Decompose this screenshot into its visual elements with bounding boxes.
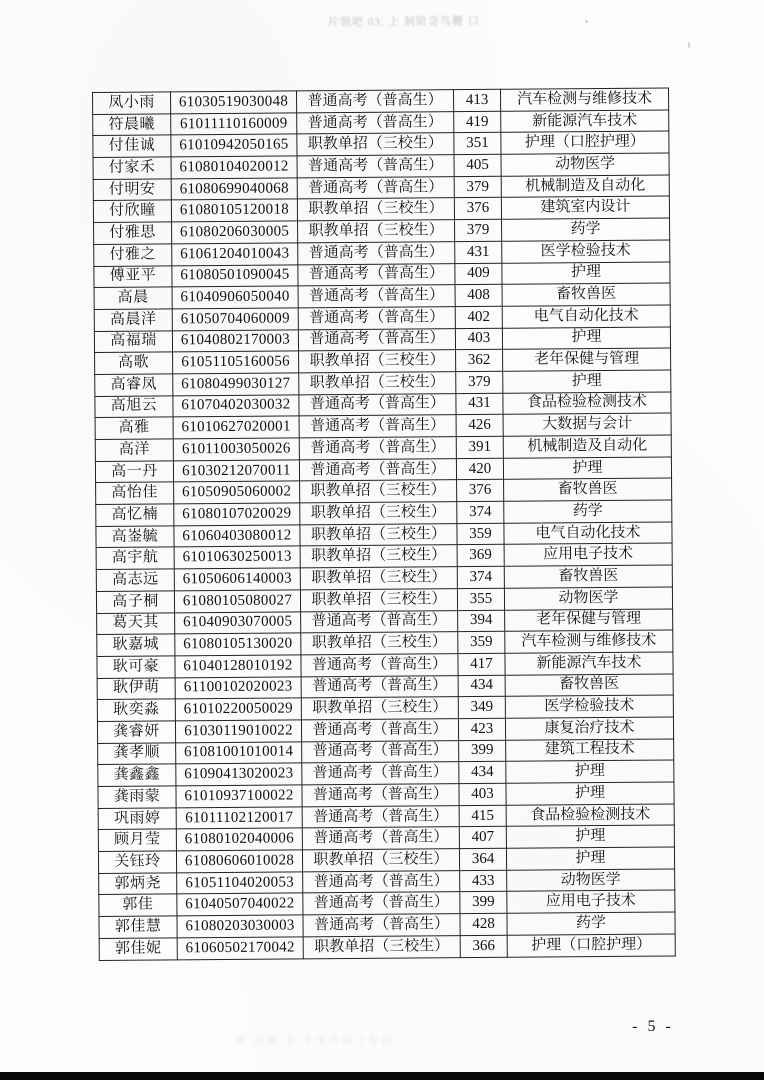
admitted-major: 护理 — [502, 327, 670, 350]
student-name: 耿奕淼 — [97, 699, 175, 721]
score: 405 — [454, 154, 501, 176]
candidate-number: 61061204010043 — [172, 243, 298, 266]
candidate-number: 61011003050026 — [173, 438, 299, 461]
score: 408 — [455, 284, 502, 306]
exam-type: 职教单招（三校生） — [299, 372, 456, 395]
admitted-major: 护理 — [503, 370, 671, 393]
student-name: 高宇航 — [96, 547, 174, 569]
student-name: 付欣瞳 — [93, 200, 171, 222]
student-name: 龚睿妍 — [97, 721, 175, 743]
student-name: 龚鑫鑫 — [98, 764, 176, 786]
admission-results-table — [92, 87, 676, 960]
score: 403 — [459, 783, 506, 805]
score: 434 — [459, 762, 506, 784]
exam-type: 职教单招（三校生） — [300, 523, 457, 546]
student-name: 付家禾 — [93, 157, 171, 179]
candidate-number: 61040802170003 — [172, 329, 298, 352]
candidate-number: 61010630250013 — [174, 546, 300, 569]
candidate-number: 61080203030003 — [177, 915, 303, 938]
admitted-major: 护理（口腔护理） — [507, 934, 675, 957]
exam-type: 普通高考（普高生） — [297, 176, 454, 199]
score: 394 — [458, 610, 505, 632]
exam-type: 普通高考（普高生） — [298, 241, 455, 264]
admitted-major: 护理 — [506, 760, 674, 783]
candidate-number: 61030119010022 — [175, 720, 301, 743]
admitted-major: 老年保健与管理 — [505, 608, 673, 631]
admitted-major: 动物医学 — [504, 587, 672, 610]
score: 399 — [460, 892, 507, 914]
student-name: 高雅 — [95, 417, 173, 439]
student-name: 高晨洋 — [94, 309, 172, 331]
student-name: 顾月莹 — [98, 829, 176, 851]
admitted-major: 汽车检测与维修技术 — [505, 630, 673, 653]
admitted-major: 老年保健与管理 — [503, 348, 671, 371]
exam-type: 普通高考（普高生） — [302, 740, 459, 763]
admitted-major: 护理 — [506, 782, 674, 805]
candidate-number: 61080102040006 — [176, 828, 302, 851]
admitted-major: 汽车检测与维修技术 — [500, 88, 668, 111]
admitted-major: 畜牧兽医 — [502, 283, 670, 306]
student-name: 高子桐 — [96, 591, 174, 613]
candidate-number: 61040128010192 — [175, 655, 301, 678]
exam-type: 职教单招（三校生） — [299, 350, 456, 373]
scan-edge-bar — [0, 1072, 764, 1080]
exam-type: 普通高考（普高生） — [301, 675, 458, 698]
exam-type: 普通高考（普高生） — [301, 719, 458, 742]
score: 351 — [454, 133, 501, 155]
exam-type: 普通高考（普高生） — [298, 263, 455, 286]
score: 379 — [454, 176, 501, 198]
exam-type: 普通高考（普高生） — [299, 393, 456, 416]
score: 374 — [457, 501, 504, 523]
score: 403 — [455, 328, 502, 350]
student-name: 高崟毓 — [96, 526, 174, 548]
candidate-number: 61080105080027 — [174, 590, 300, 613]
score: 376 — [454, 198, 501, 220]
student-name: 凤小雨 — [93, 92, 171, 114]
candidate-number: 61080499030127 — [173, 373, 299, 396]
candidate-number: 61040903070005 — [175, 611, 301, 634]
student-name: 高怡佳 — [96, 482, 174, 504]
score: 364 — [459, 848, 506, 870]
admitted-major: 机械制造及自动化 — [501, 175, 669, 198]
admitted-major: 畜牧兽医 — [504, 478, 672, 501]
score: 369 — [457, 545, 504, 567]
exam-type: 职教单招（三校生） — [303, 935, 460, 958]
admitted-major: 护理 — [506, 847, 674, 870]
student-name: 耿嘉城 — [97, 634, 175, 656]
score: 433 — [460, 870, 507, 892]
exam-type: 职教单招（三校生） — [301, 697, 458, 720]
exam-type: 普通高考（普高生） — [298, 285, 455, 308]
exam-type: 普通高考（普高生） — [302, 762, 459, 785]
admitted-major: 建筑工程技术 — [506, 739, 674, 762]
exam-type: 普通高考（普高生） — [302, 805, 459, 828]
student-name: 高福瑞 — [94, 330, 172, 352]
student-name: 郭佳 — [99, 894, 177, 916]
exam-type: 普通高考（普高生） — [299, 437, 456, 460]
candidate-number: 61081001010014 — [176, 741, 302, 764]
score: 379 — [455, 219, 502, 241]
candidate-number: 61010220050029 — [175, 698, 301, 721]
student-name: 高洋 — [95, 439, 173, 461]
score: 419 — [454, 111, 501, 133]
admitted-major: 动物医学 — [507, 869, 675, 892]
candidate-number: 61080104020012 — [171, 156, 297, 179]
candidate-number: 61040906050040 — [172, 286, 298, 309]
admitted-major: 新能源汽车技术 — [501, 110, 669, 133]
student-name: 符晨曦 — [93, 114, 171, 136]
candidate-number: 61050606140003 — [174, 568, 300, 591]
student-name: 高睿凤 — [95, 374, 173, 396]
score: 349 — [458, 697, 505, 719]
exam-type: 普通高考（普高生） — [297, 155, 454, 178]
candidate-number: 61030519030048 — [171, 91, 297, 114]
exam-type: 职教单招（三校生） — [300, 502, 457, 525]
admitted-major: 康复治疗技术 — [505, 717, 673, 740]
candidate-number: 61040507040022 — [177, 893, 303, 916]
student-name: 关钰玲 — [98, 851, 176, 873]
student-name: 付佳诚 — [93, 135, 171, 157]
score: 413 — [453, 89, 500, 111]
candidate-number: 61051105160056 — [173, 351, 299, 374]
exam-type: 普通高考（普高生） — [303, 870, 460, 893]
exam-type: 职教单招（三校生） — [302, 849, 459, 872]
student-name: 高歌 — [95, 352, 173, 374]
exam-type: 普通高考（普高生） — [299, 415, 456, 438]
admitted-major: 护理（口腔护理） — [501, 131, 669, 154]
score: 399 — [459, 740, 506, 762]
score: 402 — [455, 306, 502, 328]
candidate-number: 61100102020023 — [175, 676, 301, 699]
admitted-major: 应用电子技术 — [507, 890, 675, 913]
student-name: 高一丹 — [95, 461, 173, 483]
admitted-major: 畜牧兽医 — [504, 565, 672, 588]
score: 362 — [456, 350, 503, 372]
score: 374 — [457, 566, 504, 588]
score: 359 — [458, 631, 505, 653]
admitted-major: 医学检验技术 — [505, 695, 673, 718]
admitted-major: 畜牧兽医 — [505, 674, 673, 697]
exam-type: 普通高考（普高生） — [303, 914, 460, 937]
score: 428 — [460, 913, 507, 935]
student-name: 高晨 — [94, 287, 172, 309]
admitted-major: 医学检验技术 — [502, 240, 670, 263]
candidate-number: 61080606010028 — [176, 850, 302, 873]
score: 359 — [457, 523, 504, 545]
student-name: 龚雨蒙 — [98, 786, 176, 808]
student-name: 耿可豪 — [97, 656, 175, 678]
score: 366 — [460, 935, 507, 957]
candidate-number: 61080699040068 — [171, 178, 297, 201]
score: 409 — [455, 263, 502, 285]
admitted-major: 机械制造及自动化 — [503, 435, 671, 458]
exam-type: 职教单招（三校生） — [297, 198, 454, 221]
score: 379 — [456, 371, 503, 393]
admitted-major: 护理 — [503, 457, 671, 480]
student-name: 高旭云 — [95, 395, 173, 417]
admitted-major: 药学 — [504, 500, 672, 523]
admitted-major: 食品检验检测技术 — [503, 392, 671, 415]
student-name: 付明安 — [93, 179, 171, 201]
exam-type: 职教单招（三校生） — [300, 480, 457, 503]
candidate-number: 61010937100022 — [176, 785, 302, 808]
score: 420 — [456, 458, 503, 480]
student-name: 葛天其 — [97, 612, 175, 634]
admitted-major: 电气自动化技术 — [502, 305, 670, 328]
admitted-major: 动物医学 — [501, 153, 669, 176]
exam-type: 职教单招（三校生） — [300, 545, 457, 568]
candidate-number: 61060502170042 — [177, 937, 303, 960]
student-name: 高忆楠 — [96, 504, 174, 526]
exam-type: 普通高考（普高生） — [298, 307, 455, 330]
student-name: 郭佳妮 — [99, 938, 177, 960]
candidate-number: 61011102120017 — [176, 807, 302, 830]
candidate-number: 61060403080012 — [174, 525, 300, 548]
exam-type: 职教单招（三校生） — [300, 588, 457, 611]
student-name: 巩雨婷 — [98, 808, 176, 830]
admission-results-table-zone — [92, 87, 677, 960]
score: 431 — [455, 241, 502, 263]
exam-type: 普通高考（普高生） — [297, 111, 454, 134]
score: 415 — [459, 805, 506, 827]
admitted-major: 建筑室内设计 — [501, 196, 669, 219]
admitted-major: 大数据与会计 — [503, 413, 671, 436]
student-name: 高志远 — [96, 569, 174, 591]
scan-speck — [585, 20, 588, 23]
candidate-number: 61080501090045 — [172, 264, 298, 287]
exam-type: 普通高考（普高生） — [302, 827, 459, 850]
score: 391 — [456, 436, 503, 458]
score: 355 — [457, 588, 504, 610]
score: 431 — [456, 393, 503, 415]
exam-type: 普通高考（普高生） — [302, 784, 459, 807]
student-name: 付雅之 — [94, 244, 172, 266]
admitted-major: 食品检验检测技术 — [506, 804, 674, 827]
score: 417 — [458, 653, 505, 675]
exam-type: 职教单招（三校生） — [300, 567, 457, 590]
admitted-major: 药学 — [507, 912, 675, 935]
candidate-number: 61090413020023 — [176, 763, 302, 786]
admitted-major: 新能源汽车技术 — [505, 652, 673, 675]
exam-type: 普通高考（普高生） — [301, 654, 458, 677]
score: 376 — [457, 480, 504, 502]
candidate-number: 61080105130020 — [175, 633, 301, 656]
student-name: 付雅思 — [94, 222, 172, 244]
candidate-number: 61010942050165 — [171, 134, 297, 157]
candidate-number: 61050905060002 — [174, 481, 300, 504]
exam-type: 普通高考（普高生） — [296, 90, 453, 113]
candidate-number: 61030212070011 — [173, 460, 299, 483]
admitted-major: 药学 — [502, 218, 670, 241]
candidate-number: 61070402030032 — [173, 395, 299, 418]
admitted-major: 护理 — [502, 261, 670, 284]
exam-type: 普通高考（普高生） — [298, 328, 455, 351]
score: 434 — [458, 675, 505, 697]
score: 423 — [458, 718, 505, 740]
exam-type: 普通高考（普高生） — [301, 610, 458, 633]
candidate-number: 61080107020029 — [174, 503, 300, 526]
exam-type: 普通高考（普高生） — [303, 892, 460, 915]
student-name: 郭炳尧 — [99, 873, 177, 895]
student-name: 耿伊萌 — [97, 677, 175, 699]
score: 426 — [456, 415, 503, 437]
exam-type: 职教单招（三校生） — [297, 133, 454, 156]
score: 407 — [459, 827, 506, 849]
student-name: 龚孝顺 — [98, 742, 176, 764]
exam-type: 职教单招（三校生） — [298, 220, 455, 243]
candidate-number: 61050704060009 — [172, 308, 298, 331]
student-name: 傅亚平 — [94, 265, 172, 287]
scan-speck — [688, 42, 690, 48]
bleedthrough-artifact-bottom: 排 点清 中 十年月前十年间 — [235, 1036, 395, 1047]
candidate-number: 61011110160009 — [171, 113, 297, 136]
admitted-major: 电气自动化技术 — [504, 522, 672, 545]
candidate-number: 61010627020001 — [173, 416, 299, 439]
exam-type: 普通高考（普高生） — [299, 458, 456, 481]
table-row — [99, 934, 675, 960]
admitted-major: 应用电子技术 — [504, 543, 672, 566]
student-name: 郭佳慧 — [99, 916, 177, 938]
exam-type: 职教单招（三校生） — [301, 632, 458, 655]
page-number: - 5 - — [632, 1018, 674, 1035]
candidate-number: 61080105120018 — [171, 199, 297, 222]
candidate-number: 61051104020053 — [177, 872, 303, 895]
bleedthrough-artifact-top: 片领吧 03, 上 制阶奇鸟鞭 口 — [327, 15, 480, 29]
admitted-major: 护理 — [506, 825, 674, 848]
candidate-number: 61080206030005 — [172, 221, 298, 244]
